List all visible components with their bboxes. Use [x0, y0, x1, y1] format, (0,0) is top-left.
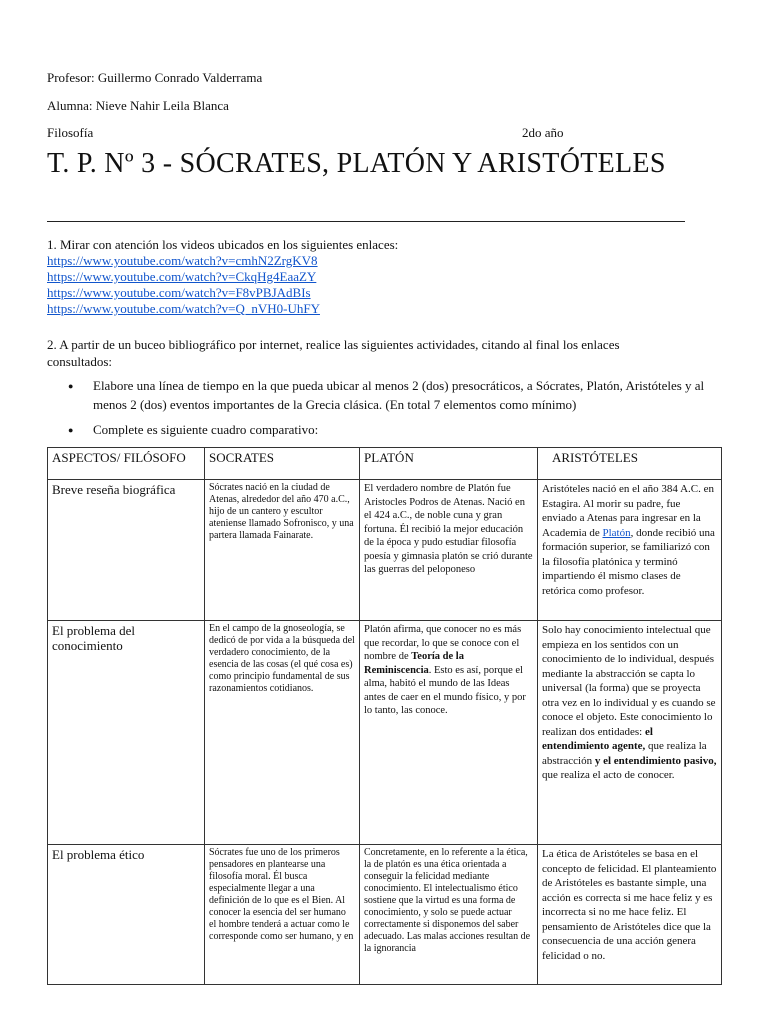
page-title: T. P. Nº 3 - SÓCRATES, PLATÓN Y ARISTÓTELES [47, 148, 666, 179]
header-platon: PLATÓN [360, 448, 538, 480]
grade-label: 2do año [522, 125, 564, 140]
aristoteles-cell: Aristóteles nació en el año 384 A.C. en Estagira. Al morir su padre, fue enviado a Atenas para ingresar en la Academia de Platón, donde recibió una formación superior, se familiarizó con la filosofía platónica y terminó impartiendo él mismo clases de retórica como profesor. [538, 480, 722, 621]
table-row [48, 480, 722, 621]
table-row [48, 621, 722, 845]
teacher-line: Profesor: Guillermo Conrado Valderrama [47, 70, 263, 85]
bullet-icon: ● [68, 381, 74, 391]
table-header-row [48, 448, 722, 480]
video-link-3[interactable]: https://www.youtube.com/watch?v=F8vPBJAdBIs [47, 285, 311, 300]
aristoteles-cell: Solo hay conocimiento intelectual que empieza en los sentidos con un conocimiento de lo individual, después mediante la abstracción se capta lo universal (la forma) que se proyecta otra vez en lo individual y es cuando se conoce el objeto. Este conocimiento lo realizan dos entidades: el entendimiento agente, que realiza la abstracción y el entendimiento pasivo, que realiza el acto de conocer. [538, 621, 722, 845]
aspect-cell: El problema ético [48, 845, 205, 985]
platon-cell: Platón afirma, que conocer no es más que recordar, lo que se conoce con el nombre de Teoría de la Reminiscencia. Esto es así, porque el alma, habitó el mundo de las Ideas antes de caer en el mundo físico, y por lo tanto, las conoce. [360, 621, 538, 845]
bullet-icon: ● [68, 425, 74, 435]
socrates-cell: Sócrates nació en la ciudad de Atenas, alrededor del año 470 a.C., hijo de un cantero y escultor ateniense llamado Sofronisco, y una partera llamada Fainarate. [205, 480, 360, 621]
socrates-cell: Sócrates fue uno de los primeros pensadores en plantearse una filosofía moral. Él busca especialmente llegar a una definición de lo que es el Bien. Al conocer la esencia del ser humano el hombre tenderá a actuar como le corresponde como ser humano, y en [205, 845, 360, 985]
bullet-table: Complete es siguiente cuadro comparativo: [93, 422, 319, 437]
socrates-cell: En el campo de la gnoseología, se dedicó de por vida a la búsqueda del verdadero conocimiento, de la esencia de las cosas (el qué cosa es) como principio fundamental de sus razonamientos cotidianos. [205, 621, 360, 845]
header-aspect: ASPECTOS/ FILÓSOFO [48, 448, 205, 480]
video-link-2[interactable]: https://www.youtube.com/watch?v=CkqHg4EaaZY [47, 269, 317, 284]
instruction-2: 2. A partir de un buceo bibliográfico por internet, realice las siguientes actividades, citando al final los enlaces consultados: [47, 337, 620, 369]
comparison-table [47, 447, 722, 985]
video-link-4[interactable]: https://www.youtube.com/watch?v=Q_nVH0-UhFY [47, 301, 320, 316]
student-line: Alumna: Nieve Nahir Leila Blanca [47, 98, 229, 113]
title-divider [47, 221, 685, 222]
aspect-cell: Breve reseña biográfica [48, 480, 205, 621]
platon-cell: Concretamente, en lo referente a la ética, la de platón es una ética orientada a conseguir la felicidad mediante conocimiento. El intelectualismo ético sostiene que la virtud es una forma de conocimiento, y solo se puede actuar correctamente si disponemos del saber adecuado. Las malas acciones resultan de la ignorancia [360, 845, 538, 985]
instruction-1-text: 1. Mirar con atención los videos ubicados en los siguientes enlaces: [47, 237, 399, 252]
platon-cell: El verdadero nombre de Platón fue Aristocles Podros de Atenas. Nació en el 424 a.C., de noble cuna y gran fortuna. Él recibió la mejor educación de la época y pudo estudiar filosofía poesía y gimnasia platón se crió durante las guerras del peloponeso [360, 480, 538, 621]
video-link-1[interactable]: https://www.youtube.com/watch?v=cmhN2ZrgKV8 [47, 253, 318, 268]
aristoteles-cell: La ética de Aristóteles se basa en el concepto de felicidad. El planteamiento de Aristóteles es bastante simple, una acción es correcta si me hace feliz y es incorrecta si no me hace feliz. El pensamiento de Aristóteles dice que la consecuencia de una acción genera felicidad o no. [538, 845, 722, 985]
table-row [48, 845, 722, 985]
platon-link[interactable]: Platón [602, 526, 631, 539]
subject-label: Filosofía [47, 125, 94, 140]
aspect-cell: El problema del conocimiento [48, 621, 205, 845]
header-aristoteles: ARISTÓTELES [538, 448, 722, 480]
header-socrates: SOCRATES [205, 448, 360, 480]
instruction-1 [47, 237, 398, 317]
bullet-timeline: Elabore una línea de tiempo en la que pueda ubicar al menos 2 (dos) presocráticos, a Sócrates, Platón, Aristóteles y al menos 2 (dos) eventos importantes de la Grecia clásica. (En total 7 elementos como mínimo) [93, 378, 705, 412]
